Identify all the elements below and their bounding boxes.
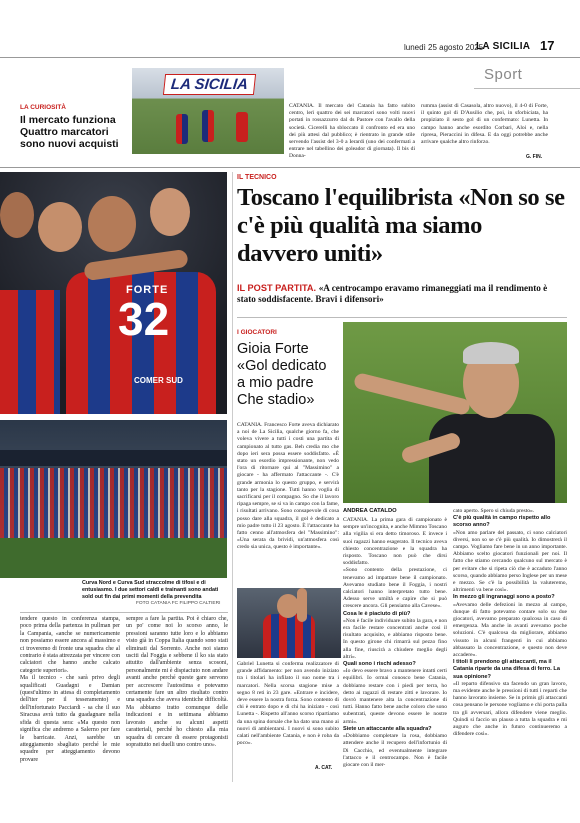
photo-credit: FOTO CATANIA FC FILIPPO CALTIERI bbox=[136, 601, 221, 606]
top-story-col1: CATANIA. Il mercato del Catania ha fatto subito centro, lerì quattro dei sei marcatori sono volti nuovi portati in rossazzurro dal ds Pastore con l'avallo della società. Cicerelli ha sbloccato il confronto ed era uno dei più attesi dal pubblico; è rientrato in grande stile servendo l'assist del 3-0 a Ierardi (uno dei confermati a entrare nel tabellino dei goleador di giornata). Il bis di Donna- bbox=[289, 103, 415, 160]
article-col1-p2: «Non è facile individuare subito la gara, e non era facile restare concentrati anche così il risultato acquisito, e abbiamo risposto bene. In questo girone chi rimarrà sul pezzo fino alla fine, riuscirà a chiudere meglio degli altri». bbox=[343, 617, 447, 660]
page-number: 17 bbox=[540, 38, 555, 53]
paper-name: LA SICILIA bbox=[476, 41, 531, 52]
article-col2-p4: «Il reparto difensivo sta facendo un gran lavoro, ma evidente anche le pressioni di tutti i reparti che hanno lavorato insieme. Se in primis gli attaccanti cosa pensano le persone vogliamo e chi porta palla tra gli avversari, allora difendere viene meglio. Quindi si faccio un plauso a tutta la squadra e mi auguro che anche in futuro continueremo a difendere così». bbox=[453, 680, 567, 738]
article-col1-p1: CATANIA. La prima gara di campionato è sempre un'incognita, e anche Mimmo Toscano alla vigilia si era detto timoroso. E invece i suoi ragazzi hanno esagerato. Il tecnico aveva chiesto concentrazione e la squadra ha risposto. Toscano non può che dirsi soddisfatto. «Sono contento della prestazione, ci tenevamo ad impattare bene il campionato. Avevamo studiato bene il Foggia, i nostri calciatori hanno interpretato tutto bene. Adesso serve umiltà e capire che si può crescere ancora. Gli pensiamo alla Cavese». bbox=[343, 517, 447, 610]
jersey-number: 32 bbox=[118, 293, 170, 345]
celebration-photo bbox=[0, 172, 227, 414]
top-title: Il mercato funziona Quattro marcatori sono nuovi acquisti bbox=[20, 114, 119, 150]
deck bbox=[237, 283, 567, 305]
lunetta-jersey bbox=[263, 614, 315, 658]
lunetta-arm bbox=[297, 588, 307, 622]
section-rule bbox=[474, 88, 580, 89]
article-question: Cosa le è piaciuto di più? bbox=[343, 610, 411, 617]
lunetta-photo bbox=[237, 588, 341, 658]
jersey-sponsor: COMER SUD bbox=[134, 376, 183, 385]
deck-label: IL POST PARTITA. bbox=[237, 283, 317, 293]
column-divider bbox=[232, 172, 233, 782]
stands-crowd bbox=[0, 468, 227, 538]
bottom-rule bbox=[20, 612, 228, 613]
article-question: Quali sono i rischi adesso? bbox=[343, 661, 416, 668]
article-col2-p1: cato aperto. Spero si chiuda presto». bbox=[453, 508, 535, 514]
stadium-photo bbox=[132, 68, 284, 154]
stand-roof bbox=[0, 450, 227, 466]
article-question: In mezzo gli ingranaggi sono a posto? bbox=[453, 594, 555, 601]
top-sig: G. FIN. bbox=[526, 154, 543, 160]
player-head bbox=[88, 196, 136, 252]
article-col1-p4: «Dobbiamo completare la rosa, dobbiamo attendere anche il recupero dell'infortunio di Di Cacchio, ed eventualmente integrare l'attacco e il centrocampo. Non è facile giocare con il mer- bbox=[343, 733, 447, 768]
jersey-left bbox=[0, 290, 60, 414]
article-col1 bbox=[343, 517, 447, 769]
player-head bbox=[38, 202, 82, 252]
byline: ANDREA CATALDO bbox=[343, 508, 397, 514]
article-col2 bbox=[453, 508, 567, 739]
side-kicker: I GIOCATORI bbox=[237, 329, 277, 336]
side-sig: A. CAT. bbox=[315, 765, 333, 771]
article-col2-p3: «Avevamo delle defezioni in mezzo al campo, dunque di fatto potevamo contare solo su due giocatori, avevamo preparato qualcosa in caso di emergenza. Ma anche in avanti avevamo poche soluzioni. C'è qualcosa da migliorare, abbiamo vissuto in alcuni frangenti in cui abbiamo abbassato la concentrazione, e questo non deve accadere». bbox=[453, 601, 567, 659]
top-story-col2: rumma (assist di Casasola, altro nuovo), il 4-0 di Forte, il quinto gol di D'Ausilio che, poi, in sforbiciata, ha propiziato il sesto gol di un confermato: Lunetta. In campo hanno anche esordito Corbari, Aloi e, nella ripresa, Pieraccini in difesa. E da oggi potrebbe anche arrivare qualche altro rinforzo. bbox=[421, 103, 548, 146]
pitch bbox=[0, 538, 227, 578]
header-rule bbox=[0, 57, 580, 58]
player-figure bbox=[202, 110, 214, 142]
fans-photo bbox=[0, 420, 227, 578]
bottom-col1: tendere questo in conferenza stampa, poco prima della partenza in pullman per la Campania, «anche se numericamente non possiamo essere ancora al massimo e ci troveremo di fronte una squadra che al contrario è stata attrezzata per vincere con calciatori che hanno anche calcato categorie superiori». Ma il tecnico - che sarà privo degli squalificati Guadagni e Damian (quest'ultimo in attesa di completamento dell'iter per il tesseramento) e dell'infortunato Pacciardi - sa che il suo Siracusa avrà tutto da guadagnare nella sfida di questa sera: «Ma questo non significa che andremo a Salerno per fare le barricate. Anzi, sarebbe un atteggiamento sbagliato perché le mie squadre per atteggiamento devono provare bbox=[20, 616, 120, 763]
jersey-name: FORTE bbox=[126, 284, 169, 296]
article-question: C'è più qualità in campo rispetto allo scorso anno? bbox=[453, 515, 551, 529]
player-figure bbox=[236, 112, 248, 142]
deck-text: «A centrocampo eravamo rimaneggiati ma il rendimento è stato soddisfacente. Bravi i difensori» bbox=[237, 283, 548, 304]
article-col2-p2: «Non amo parlare del passato, ci sono calciatori diversi, non so se c'è più qualità. Io dimostrerà il campo. Vogliamo fare bene in un anno importante. Abbiamo scelto giocatori funzionali per noi. Il fatto che stiamo cercando qualcuno sul mercato è per evitare che si ripeta ciò che è accaduto l'anno scorso, quando abbiamo perso Inglese per un mese e mezzo. Se c'è la possibilità la valuteremo, altrimenti va bene così». bbox=[453, 529, 567, 594]
section-label: Sport bbox=[484, 66, 523, 83]
player-figure bbox=[176, 114, 188, 144]
deck-rule bbox=[237, 317, 567, 318]
top-rule bbox=[0, 167, 580, 168]
main-kicker: IL TECNICO bbox=[237, 174, 277, 181]
bottom-col2: sempre a fare la partita. Poi è chiaro che, un po' come noi lo scorso anno, le pressioni saranno tutte loro e lo abbiamo visto già in Coppa Italia quando sono stati eliminati dal Sorrento. Anche noi siamo usciti dal Foggia e sebbene il ko sia stato attutito dall'ambiente senza scosoni, personalmente mi è dispiaciuto non andare avanti anche perché queste gare servono per accrescere l'autostima e potevamo certamente fare un altro risultato contro una squadra che aveva identiche difficoltà. Ma abbiamo tratto comunque delle indicazioni e in settimana abbiamo lavorato anche su alcuni aspetti caratteriali, perché ho chiesto alla mia squadra di cercare di essere protagonisti soprattutto nei duelli uno contro uno». bbox=[126, 616, 228, 748]
main-headline: Toscano l'equilibrista «Non so se c'è più qualità ma siamo davvero uniti» bbox=[237, 184, 565, 267]
top-kicker: LA CURIOSITÀ bbox=[20, 104, 66, 111]
photo-caption: Curva Nord e Curva Sud straccolme di tifosi e di entusiasmo. I due settori caldi e trainanti sono andati sold out fin dai primi momenti della prevendita bbox=[82, 580, 219, 600]
side-story-text: CATANIA. Francesco Forte aveva dichiarato a noi de La Sicilia, qualche giorno fa, che voleva vivere a tutti i costi una partita di campionato al tutto gas. Beh credia mo che dopo ieri sera possa essere soddisfatto. «È stato un esordio impressionante, non vedo l'ora di ritornare qui al "Massimino" a giocare - ha affermato l'attaccante -. C'è grande armonia lo questo gruppo, e servirà tanto per la stagione. Tutti hanno voglia di sacrificarsi per il compagno. So che il lavoro ripaga sempre, se si va in campo con la fame, i risultati arrivano. Sono consapevole di cosa posso dare alla squadra, il gol è dedicato a mio padre tutto il 23 agosto. È l'attaccante ha fatto cenno all'atmosfera del "Massimino": «Una serata da brividi, un'atmosfera così credo sia unica, questo è importante». bbox=[237, 422, 339, 551]
side-title: Gioia Forte «Gol dedicato a mio padre Che stadio» bbox=[237, 341, 327, 408]
side-story-text2: Gabriel Lunetta si conferma realizzatore di grande affidamento: per non avendo iniziato tra i titolari ha infilato il suo nome tra i marcatori. Nella scorsa stagione mise a segno 8 reti in 23 gare. «Entrare e incidere, deve essere la nostra forza. Sono contento di chi è entrato dopo e di chi ha iniziato - così Lunetta -. Rispetto all'anno scorso ripartiamo da una spina dorsale che ha dato una mano ai nuovi di ambientarsi. I nuovi si sono subito calati nell'ambiente Catania, e non è roba da poco». bbox=[237, 661, 339, 747]
coach-hair bbox=[463, 342, 519, 364]
article-col1-p3: «Io devo essere bravo a mantenere intatti certi equilibri. Io ormai conosco bene Catania, dobbiamo restare con i piedi per terra, ho detto ai ragazzi di restare zitti e lavorare. Io dovrò mantenere alta la concentrazione di tutti. Hanno fatto bene anche coloro che sono subentrati, queste devono essere le nostre armi». bbox=[343, 668, 447, 725]
lunetta-head bbox=[277, 594, 299, 618]
coach-shirt bbox=[429, 414, 555, 503]
article-question: I titoli li prendono gli attaccanti, ma il Catania riparte da una difesa di ferro. La sua opinione? bbox=[453, 659, 560, 680]
article-question: Siete un attaccante alla squadra? bbox=[343, 725, 432, 732]
coach-arm bbox=[353, 372, 471, 416]
player-head bbox=[0, 192, 34, 238]
stadium-sign: LA SICILIA bbox=[163, 74, 256, 95]
page-date: lunedì 25 agosto 2025 bbox=[404, 43, 484, 52]
coach-photo bbox=[343, 322, 567, 503]
player-head bbox=[150, 188, 190, 236]
